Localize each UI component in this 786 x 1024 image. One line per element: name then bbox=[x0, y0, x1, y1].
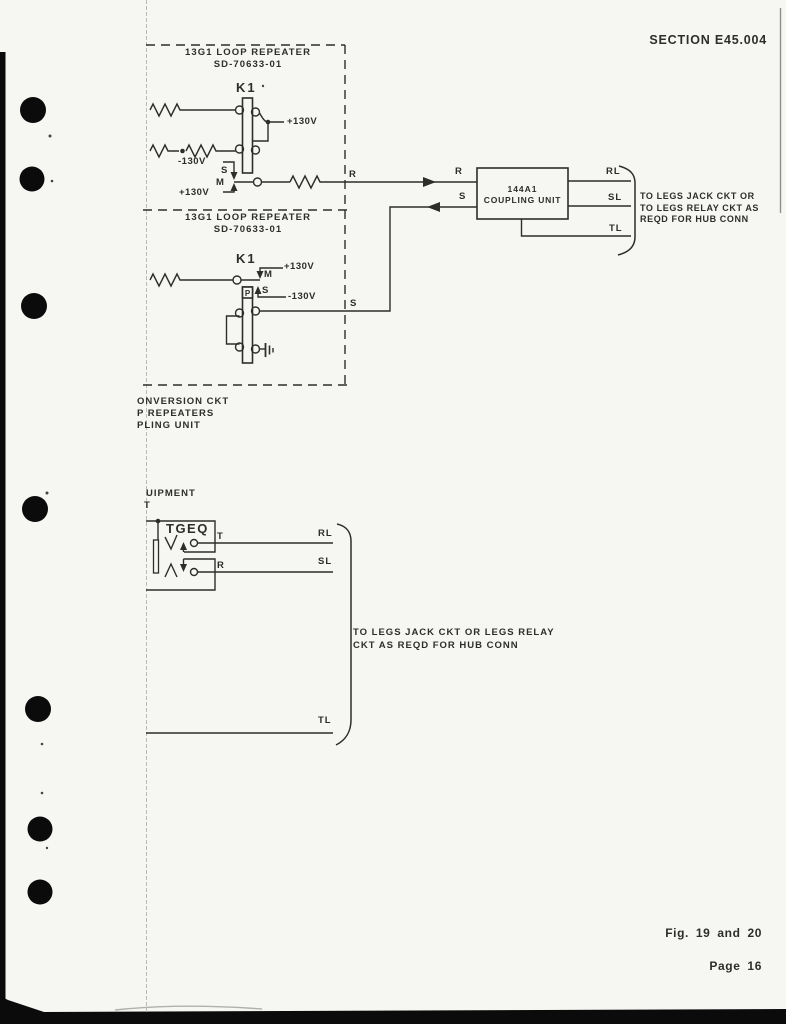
note-line: TO LEGS JACK CKT OR bbox=[640, 191, 755, 201]
hub-conn-note bbox=[640, 191, 759, 226]
lead-rl: RL bbox=[606, 166, 621, 177]
lead-sl: SL bbox=[318, 556, 333, 567]
scan-edge-strip bbox=[0, 52, 6, 1002]
relay-k1-bottom bbox=[150, 268, 286, 363]
ground-symbol bbox=[266, 343, 274, 357]
label-plus130v: +130V bbox=[287, 116, 318, 127]
note-line: CKT AS REQD FOR HUB CONN bbox=[353, 640, 519, 651]
arrowhead-up bbox=[255, 286, 262, 294]
binder-hole bbox=[22, 496, 48, 522]
binder-hole bbox=[28, 817, 53, 842]
binder-hole bbox=[21, 293, 47, 319]
resistor bbox=[290, 176, 477, 188]
equipment-label-clipped: T bbox=[144, 500, 151, 511]
label-plus130v: +130V bbox=[284, 261, 315, 272]
relay-designation: K1 bbox=[236, 80, 257, 95]
note-line: TO LEGS RELAY CKT AS bbox=[640, 202, 760, 213]
note-line: REQD FOR HUB CONN bbox=[640, 214, 749, 224]
caption-line: ONVERSION CKT bbox=[137, 396, 230, 407]
wire-label-s: S bbox=[350, 298, 357, 309]
label-minus130v: -130V bbox=[178, 156, 206, 167]
lead-tl: TL bbox=[318, 715, 332, 726]
lead-sl: SL bbox=[608, 192, 623, 203]
label-m: M bbox=[216, 177, 225, 188]
speck bbox=[262, 85, 264, 87]
wire-label-r: R bbox=[349, 169, 357, 180]
caption-line: PLING UNIT bbox=[137, 420, 201, 431]
resistor bbox=[150, 274, 233, 286]
speck bbox=[46, 492, 49, 495]
ring-spring bbox=[165, 564, 177, 577]
arrowhead-left bbox=[427, 202, 440, 212]
label-s: S bbox=[221, 165, 228, 176]
scan-smudge bbox=[115, 1006, 262, 1010]
label-plus130v: +130V bbox=[179, 187, 210, 198]
ring-label: R bbox=[217, 560, 225, 571]
binder-hole bbox=[20, 167, 45, 192]
coupling-unit bbox=[477, 166, 635, 255]
note-line: TO LEGS JACK CKT OR LEGS RELAY bbox=[353, 627, 555, 638]
speck bbox=[51, 180, 54, 183]
arrowhead-up bbox=[231, 183, 238, 191]
equipment-label-clipped: UIPMENT bbox=[146, 488, 196, 499]
lead-tl: TL bbox=[609, 223, 623, 234]
binder-hole bbox=[20, 97, 46, 123]
coupling-input-r: R bbox=[455, 166, 463, 177]
resistor bbox=[150, 145, 179, 157]
resistor bbox=[150, 104, 236, 116]
section-header: SECTION E45.004 bbox=[649, 33, 767, 47]
tip-spring bbox=[165, 535, 177, 549]
label-m: M bbox=[264, 269, 273, 280]
arrowhead-right bbox=[423, 177, 436, 187]
figure-number: Fig. 19 and 20 bbox=[665, 926, 762, 940]
arrowhead-up bbox=[180, 542, 187, 550]
lead-rl: RL bbox=[318, 528, 333, 539]
coupling-unit-code: 144A1 bbox=[507, 184, 538, 194]
jack-designation: TGEQ bbox=[166, 521, 209, 536]
repeater-top-title: 13G1 LOOP REPEATER bbox=[184, 47, 312, 58]
speck bbox=[46, 847, 48, 849]
label-minus130v: -130V bbox=[288, 291, 316, 302]
jack-tgeq bbox=[146, 519, 351, 745]
grouping-bracket bbox=[336, 524, 351, 745]
caption-line: P REPEATERS bbox=[137, 408, 215, 419]
label-s: S bbox=[262, 285, 269, 296]
contact-loop bbox=[227, 316, 240, 344]
grouping-bracket bbox=[618, 166, 635, 255]
coupling-input-s: S bbox=[459, 191, 466, 202]
hub-conn-note bbox=[353, 626, 555, 652]
arrowhead-down bbox=[257, 271, 264, 279]
repeater-bottom-title: 13G1 LOOP REPEATER bbox=[184, 212, 312, 223]
arrowhead-down bbox=[180, 564, 187, 572]
speck bbox=[49, 135, 52, 138]
binder-hole bbox=[25, 696, 51, 722]
arrowhead-down bbox=[231, 172, 238, 180]
coupling-unit-name: COUPLING UNIT bbox=[483, 195, 562, 205]
speck bbox=[41, 743, 44, 746]
figure-caption-clipped bbox=[137, 396, 229, 432]
repeater-top-drawing-number: SD-70633-01 bbox=[213, 59, 283, 70]
binder-hole bbox=[28, 880, 53, 905]
speck bbox=[41, 792, 44, 795]
tip-label: T bbox=[217, 531, 224, 542]
repeater-bottom-drawing-number: SD-70633-01 bbox=[213, 224, 283, 235]
page-number: Page 16 bbox=[709, 959, 762, 973]
winding-p-label: P bbox=[244, 288, 251, 298]
relay-designation: K1 bbox=[236, 251, 257, 266]
